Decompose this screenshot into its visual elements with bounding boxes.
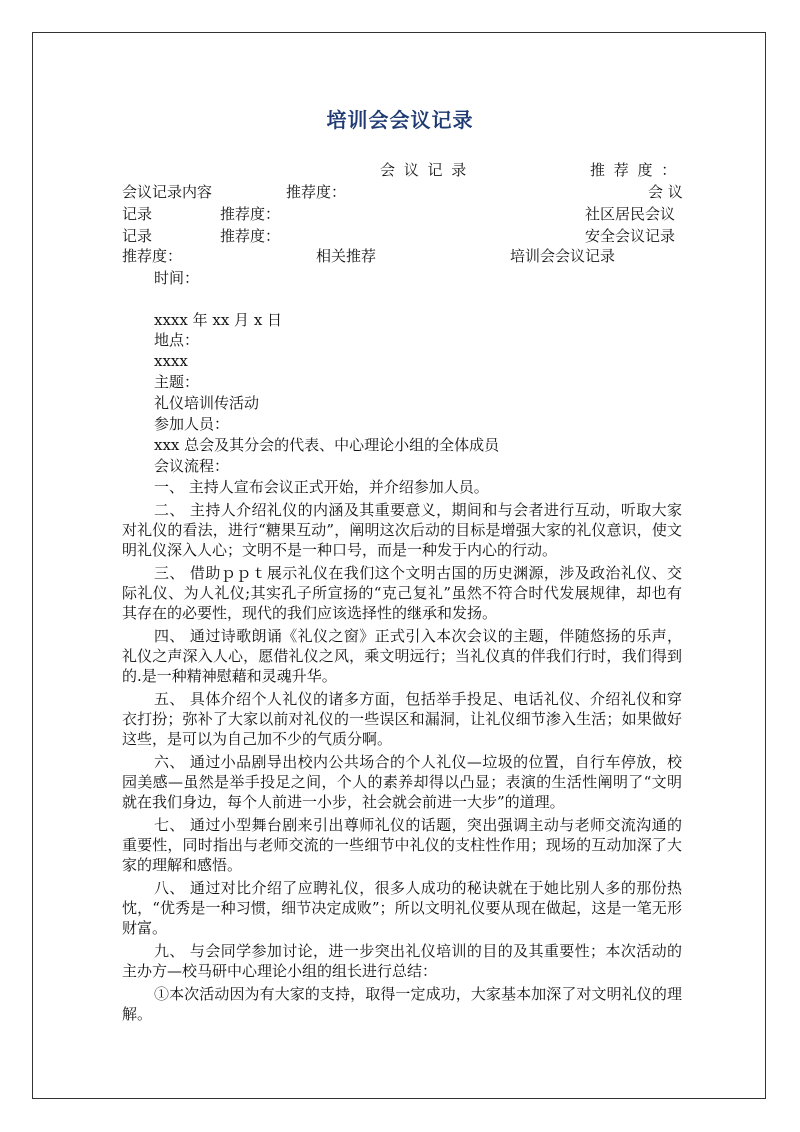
process-item-3: 三、 借助ｐｐｔ展示礼仪在我们这个文明古国的历史渊源，涉及政治礼仪、交际礼仪、为人礼仪;其实孔子所宣扬的“克己复礼”虽然不符合时代发展规律，却也有其存在的必要性，现代的我们应该选择性的继承和发扬。 — [122, 564, 682, 622]
header-row-1-right: 推 荐 度 ： — [590, 161, 679, 179]
header-row-3-c: 社区居民会议 — [585, 205, 676, 223]
header-row-1-left: 会 议 记 录 — [380, 161, 469, 179]
process-item-2: 二、 主持人介绍礼仪的内涵及其重要意义，期间和与会者进行互动，听取大家对礼仪的看法，进行“糖果互动”，阐明这次后动的目标是增强大家的礼仪意识，使文明礼仪深入人心；文明不是一种口号，而是一种发于内心的行动。 — [122, 501, 682, 559]
related-recommend-link[interactable]: 培训会会议记录 — [510, 247, 616, 265]
header-row-4-a: 记录 — [122, 227, 153, 245]
process-label: 会议流程： — [154, 457, 230, 475]
topic-label: 主题： — [154, 373, 200, 391]
header-row-3-b: 推荐度： — [220, 205, 281, 223]
header-row-2-a: 会议记录内容 — [122, 183, 213, 201]
document-title: 培训会会议记录 — [326, 108, 474, 132]
header-row-3-a: 记录 — [122, 205, 153, 223]
summary-point-1: ①本次活动因为有大家的支持，取得一定成功，大家基本加深了对文明礼仪的理解。 — [122, 985, 682, 1023]
process-item-7: 七、 通过小型舞台剧来引出尊师礼仪的话题，突出强调主动与老师交流沟通的重要性，同时指出与老师交流的一些细节中礼仪的支柱性作用；现场的互动加深了大家的理解和感悟。 — [122, 816, 682, 874]
meeting-process-body — [122, 477, 682, 1027]
process-item-9: 九、 与会同学参加讨论，进一步突出礼仪培训的目的及其重要性；本次活动的主办方—校马研中心理论小组的组长进行总结： — [122, 942, 682, 980]
topic-value: 礼仪培训传活动 — [154, 394, 260, 412]
process-item-6: 六、 通过小品剧导出校内公共场合的个人礼仪—垃圾的位置，自行车停放，校园美感—虽然是举手投足之间，个人的素养却得以凸显；表演的生活性阐明了“文明就在我们身边，每个人前进一小步，社会就会前进一大步”的道理。 — [122, 753, 682, 811]
process-item-5: 五、 具体介绍个人礼仪的诸多方面，包括举手投足、电话礼仪、介绍礼仪和穿衣打扮；弥补了大家以前对礼仪的一些误区和漏洞，让礼仪细节渗入生活；如果做好这些，是可以为自己加不少的气质分啊。 — [122, 690, 682, 748]
header-row-4-b: 推荐度： — [220, 227, 281, 245]
process-item-4: 四、 通过诗歌朗诵《礼仪之窗》正式引入本次会议的主题，伴随悠扬的乐声，礼仪之声深入人心，愿借礼仪之风，乘文明远行；当礼仪真的伴我们行时，我们得到的.是一种精神慰藉和灵魂升华。 — [122, 627, 682, 685]
attendees-value: xxx 总会及其分会的代表、中心理论小组的全体成员 — [154, 436, 500, 454]
related-recommend-label: 相关推荐 — [316, 247, 377, 265]
time-value: xxxx 年 xx 月 x 日 — [154, 311, 283, 329]
place-label: 地点： — [154, 331, 200, 349]
place-value: xxxx — [154, 352, 188, 370]
attendees-label: 参加人员： — [154, 415, 230, 433]
process-item-1: 一、 主持人宣布会议正式开始，并介绍参加人员。 — [154, 478, 489, 496]
header-row-2-b: 推荐度： — [286, 183, 347, 201]
header-row-4-c: 安全会议记录 — [585, 227, 676, 245]
header-row-2-c: 会 议 — [648, 183, 683, 201]
time-label: 时间： — [154, 269, 200, 287]
process-item-8: 八、 通过对比介绍了应聘礼仪，很多人成功的秘诀就在于她比别人多的那份热忱，“优秀是一种习惯，细节决定成败”；所以文明礼仪要从现在做起，这是一笔无形财富。 — [122, 879, 682, 937]
header-row-5-a: 推荐度： — [122, 247, 183, 265]
